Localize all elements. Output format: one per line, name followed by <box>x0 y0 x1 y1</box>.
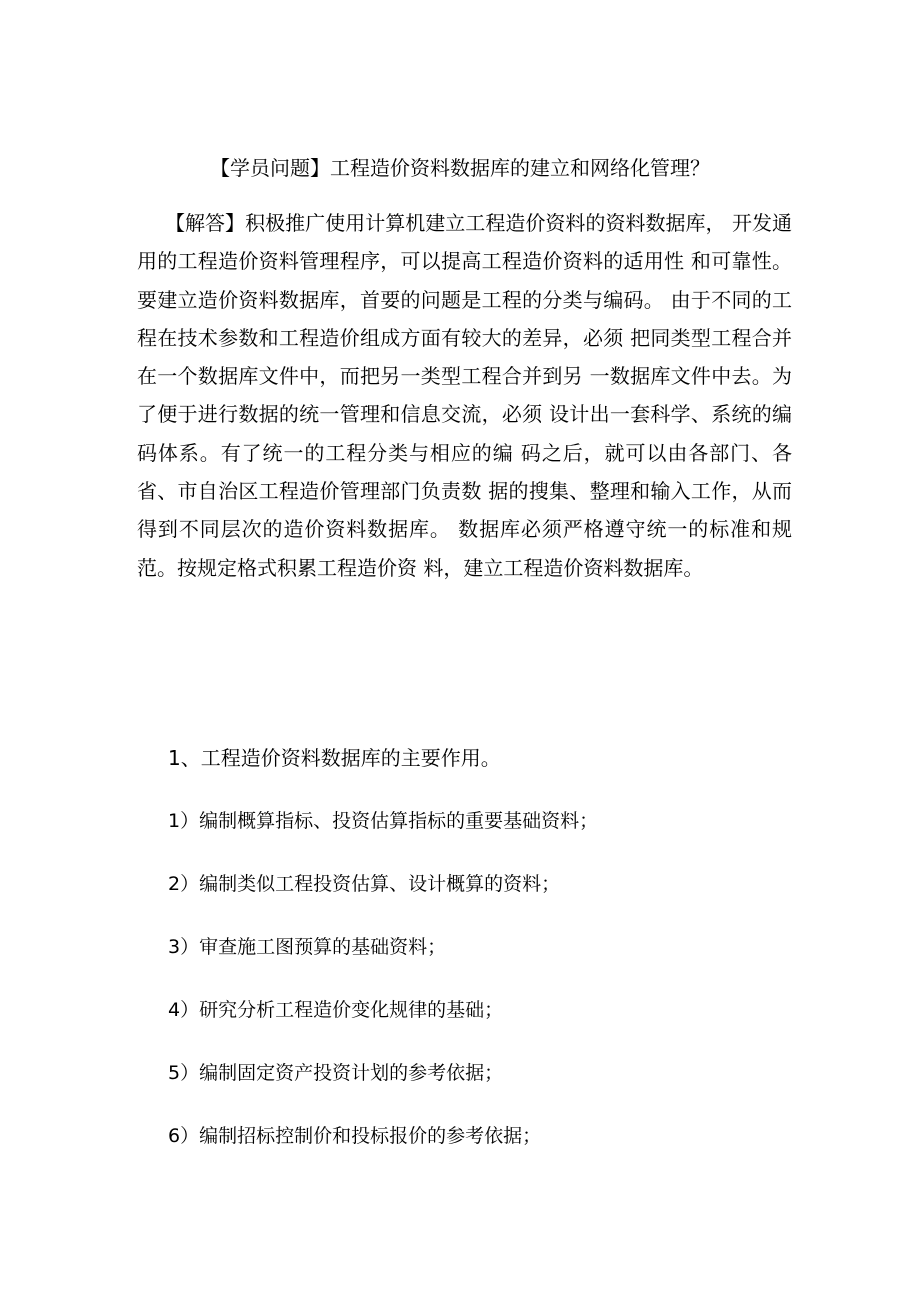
section-heading: 1、工程造价资料数据库的主要作用。 <box>168 746 501 770</box>
list-item: 3）审查施工图预算的基础资料； <box>168 936 447 958</box>
function-list <box>168 742 598 1183</box>
list-item: 6）编制招标控制价和投标报价的参考依据； <box>168 1125 542 1147</box>
answer-paragraph: 【解答】积极推广使用计算机建立工程造价资料的资料数据库， 开发通用的工程造价资料管理程序，可以提高工程造价资料的适用性 和可靠性。要建立造价资料数据库，首要的问题是工程的分类与编码。 由于不同的工程在技术参数和工程造价组成方面有较大的差异，必须 把同类型工程合并在一个数据库文件中，而把另一类型工程合并到另 一数据库文件中去。为了便于进行数据的统一管理和信息交流，必须 设计出一套科学、系统的编码体系。有了统一的工程分类与相应的编 码之后，就可以由各部门、各省、市自治区工程造价管理部门负责数 据的搜集、整理和输入工作，从而得到不同层次的造价资料数据库。 数据库必须严格遵守统一的标准和规范。按规定格式积累工程造价资 料，建立工程造价资料数据库。 <box>137 211 792 580</box>
list-item: 5）编制固定资产投资计划的参考依据； <box>168 1062 504 1084</box>
list-item: 2）编制类似工程投资估算、设计概算的资料； <box>168 873 561 895</box>
list-item: 4）研究分析工程造价变化规律的基础； <box>168 999 504 1021</box>
list-item: 1）编制概算指标、投资估算指标的重要基础资料； <box>168 810 599 832</box>
question-title: 【学员问题】工程造价资料数据库的建立和网络化管理？ <box>210 156 710 180</box>
